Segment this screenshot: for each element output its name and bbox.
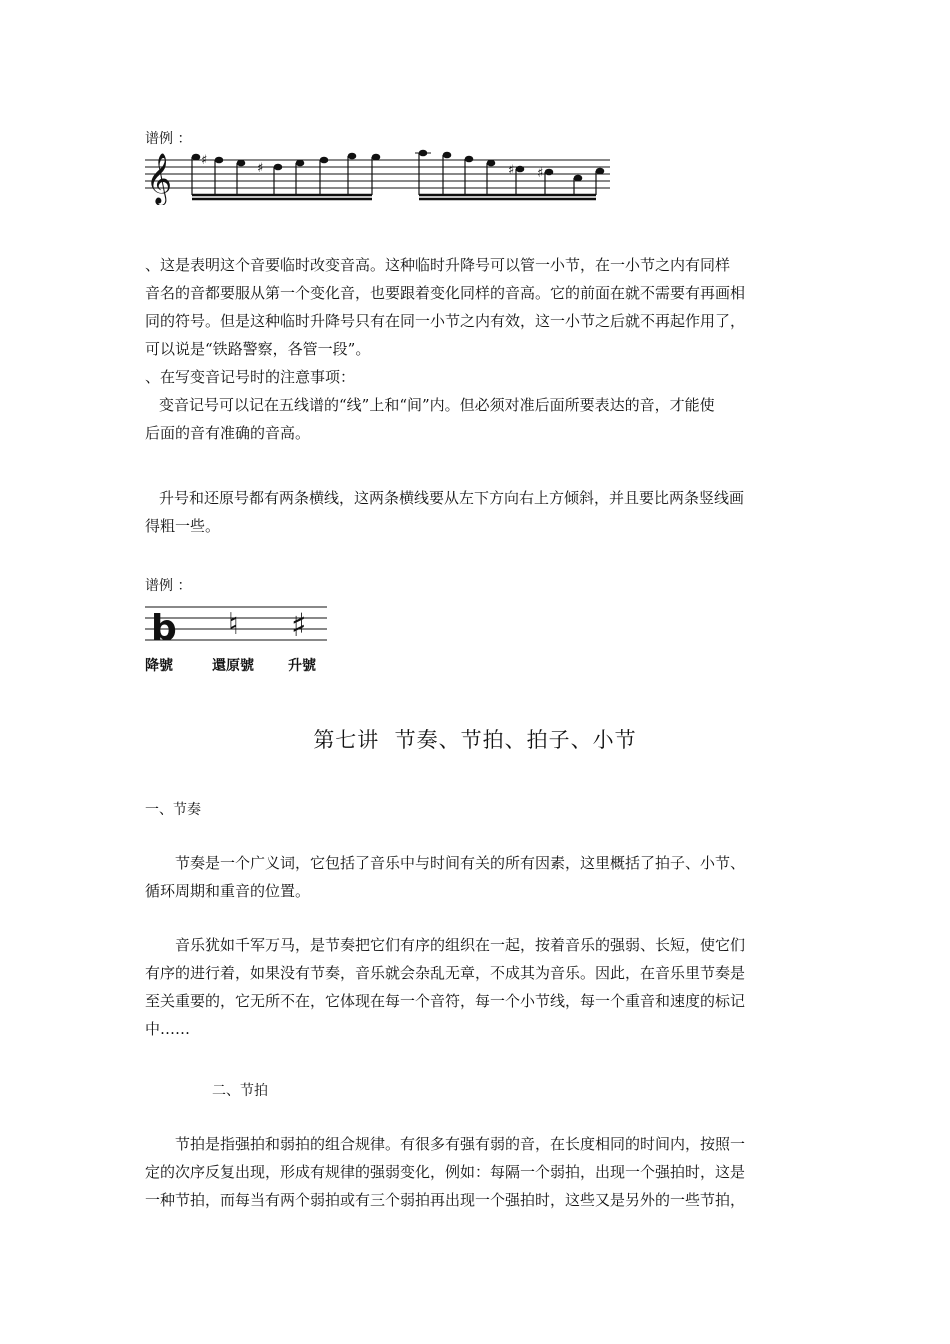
music-staff-example xyxy=(145,145,615,205)
text-line: 音名的音都要服从第一个变化音，也要跟着变化同样的音高。它的前面在就不需要有再画相 xyxy=(145,284,746,302)
text-line: 中…… xyxy=(145,1020,191,1038)
text-line: 循环周期和重音的位置。 xyxy=(145,882,311,900)
paragraph-accidental-rule xyxy=(145,251,810,363)
paragraph-sharp-natural xyxy=(145,484,810,540)
text-line: 升号和还原号都有两条横线，这两条横线要从左下方向右上方倾斜，并且要比两条竖线画 xyxy=(159,489,745,507)
chapter-title: 第七讲 节奏、节拍、拍子、小节 xyxy=(313,728,637,752)
text-line: 定的次序反复出现，形成有规律的强弱变化，例如：每隔一个弱拍，出现一个强拍时，这是 xyxy=(145,1163,746,1181)
text-line: 后面的音有准确的音高。 xyxy=(145,424,311,442)
text-line: 有序的进行着，如果没有节奏，音乐就会杂乱无章，不成其为音乐。因此，在音乐里节奏是 xyxy=(145,964,746,982)
flat-icon: b xyxy=(151,608,177,649)
text-line: 节奏是一个广义词，它包括了音乐中与时间有关的所有因素，这里概括了拍子、小节、 xyxy=(175,854,746,872)
section-heading: 一、节奏 xyxy=(145,802,201,818)
paragraph-rhythm-definition xyxy=(145,849,810,905)
text-line: 一种节拍，而每当有两个弱拍或有三个弱拍再出现一个强拍时，这些又是另外的一些节拍， xyxy=(145,1191,746,1209)
example-label: 谱例 ： xyxy=(145,578,192,594)
paragraph-placement xyxy=(145,391,810,447)
text-line: 可以说是“铁路警察，各管一段”。 xyxy=(145,340,371,358)
section-heading: 二、节拍 xyxy=(212,1083,268,1099)
text-line: 得粗一些。 xyxy=(145,517,221,535)
text-line: 变音记号可以记在五线谱的“线”上和“间”内。但必须对准后面所要表达的音，才能使 xyxy=(159,396,715,414)
text-line: 音乐犹如千军万马，是节奏把它们有序的组织在一起，按着音乐的强弱、长短，使它们 xyxy=(175,936,746,954)
example-label: 谱例 ： xyxy=(145,131,192,147)
natural-caption: 還原號 xyxy=(212,658,254,674)
text-line: 至关重要的，它无所不在，它体现在每一个音符，每一个小节线，每一个重音和速度的标记 xyxy=(145,992,746,1010)
treble-clef-icon: 𝄞 xyxy=(146,153,173,204)
paragraph-rhythm-importance xyxy=(145,931,810,1043)
sharp-caption: 升號 xyxy=(288,658,316,674)
flat-caption: 降號 xyxy=(145,658,173,674)
natural-icon: ♮ xyxy=(228,607,239,642)
accidentals-staff xyxy=(145,600,335,650)
svg-text:♯: ♯ xyxy=(508,163,515,178)
notes-heading xyxy=(145,363,810,391)
text-line: 节拍是指强拍和弱拍的组合规律。有很多有强有弱的音，在长度相同的时间内，按照一 xyxy=(175,1135,746,1153)
svg-text:♯: ♯ xyxy=(257,161,264,176)
sharp-icon: ♯ xyxy=(291,606,307,644)
text-line: 、这是表明这个音要临时改变音高。这种临时升降号可以管一小节，在一小节之内有同样 xyxy=(145,256,731,274)
paragraph-meter xyxy=(145,1130,810,1214)
svg-text:♯: ♯ xyxy=(201,153,208,168)
svg-text:♯: ♯ xyxy=(537,166,544,181)
text-line: 、在写变音记号时的注意事项： xyxy=(145,368,356,386)
text-line: 同的符号。但是这种临时升降号只有在同一小节之内有效，这一小节之后就不再起作用了， xyxy=(145,312,746,330)
